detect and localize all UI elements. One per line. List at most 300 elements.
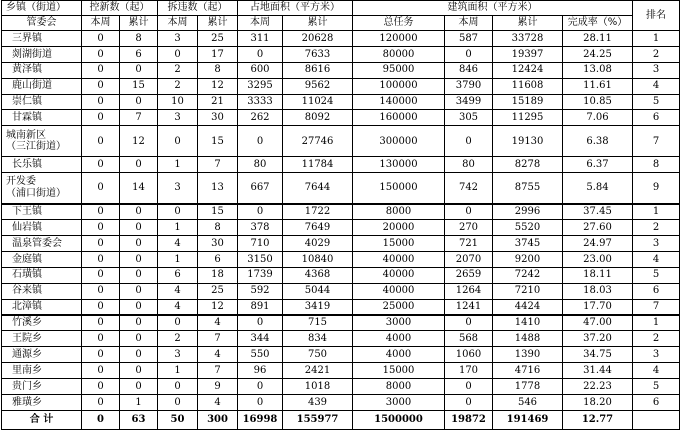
region-name-cell (2, 251, 82, 267)
table-row (2, 379, 680, 395)
region-name-cell (2, 394, 82, 410)
cq-total-cell: 30 (198, 110, 238, 126)
jz-total-cell: 4716 (493, 363, 563, 379)
jz-total-cell: 7242 (493, 267, 563, 283)
kx-week-cell: 0 (82, 299, 120, 315)
cq-week-cell: 1 (158, 220, 198, 236)
jz-week-cell: 587 (445, 31, 493, 47)
rank-cell: 6 (633, 283, 680, 299)
rank-cell: 2 (633, 46, 680, 62)
region-name-cell (2, 299, 82, 315)
jz-total-cell: 4424 (493, 299, 563, 315)
total-rate: 12.77 (563, 410, 633, 429)
total-rank (633, 410, 680, 429)
jz-total-cell: 11295 (493, 110, 563, 126)
cq-week-cell: 1 (158, 157, 198, 173)
kx-total-header: 累计 (120, 16, 158, 31)
kx-total-cell: 0 (120, 220, 158, 236)
rate-cell: 27.60 (563, 220, 633, 236)
region-name: 竹溪乡 (12, 317, 42, 329)
task-cell: 40000 (353, 251, 445, 267)
rate-cell: 18.11 (563, 267, 633, 283)
zd-total-cell: 20628 (283, 31, 353, 47)
task-cell: 40000 (353, 283, 445, 299)
kx-week-cell: 0 (82, 94, 120, 110)
jz-week-cell: 2070 (445, 251, 493, 267)
zd-week-cell: 262 (238, 110, 283, 126)
rank-cell: 1 (633, 31, 680, 47)
task-cell: 150000 (353, 173, 445, 204)
cq-total-cell: 15 (198, 204, 238, 220)
kx-total-cell: 0 (120, 299, 158, 315)
jz-total-cell: 12424 (493, 62, 563, 78)
total-jz-week: 19872 (445, 410, 493, 429)
task-cell: 100000 (353, 78, 445, 94)
table-row (2, 394, 680, 410)
zd-week-cell: 0 (238, 379, 283, 395)
jz-week-cell: 0 (445, 315, 493, 331)
kx-total-cell: 0 (120, 379, 158, 395)
zd-week-cell: 1739 (238, 267, 283, 283)
rate-cell: 37.45 (563, 204, 633, 220)
kx-total-cell: 15 (120, 78, 158, 94)
cq-total-cell: 4 (198, 347, 238, 363)
cq-week-cell: 0 (158, 204, 198, 220)
zd-total-cell: 9562 (283, 78, 353, 94)
jz-week-cell: 80 (445, 157, 493, 173)
zd-total-cell: 7649 (283, 220, 353, 236)
task-cell: 3000 (353, 394, 445, 410)
kx-total-cell: 0 (120, 267, 158, 283)
jz-total-cell: 9200 (493, 251, 563, 267)
kx-total-cell: 0 (120, 331, 158, 347)
jz-week-cell: 170 (445, 363, 493, 379)
cq-week-cell: 3 (158, 173, 198, 204)
task-cell: 80000 (353, 46, 445, 62)
rank-cell: 3 (633, 347, 680, 363)
zd-total-cell: 11024 (283, 94, 353, 110)
jz-week-cell: 0 (445, 394, 493, 410)
jz-total-cell: 1390 (493, 347, 563, 363)
region-name: 北漳镇 (12, 301, 42, 313)
kx-week-cell: 0 (82, 220, 120, 236)
region-name-cell (2, 157, 82, 173)
region-name-cell (2, 315, 82, 331)
rank-cell: 5 (633, 379, 680, 395)
zd-week-cell: 378 (238, 220, 283, 236)
task-cell: 4000 (353, 331, 445, 347)
table-row (2, 347, 680, 363)
zd-week-cell: 891 (238, 299, 283, 315)
cq-week-cell: 4 (158, 283, 198, 299)
jz-week-cell: 742 (445, 173, 493, 204)
zd-total-cell: 7633 (283, 46, 353, 62)
task-header: 总任务 (353, 16, 445, 31)
rate-cell: 37.20 (563, 331, 633, 347)
table-header (2, 1, 680, 31)
cq-week-cell: 0 (158, 394, 198, 410)
task-cell: 40000 (353, 267, 445, 283)
task-cell: 300000 (353, 126, 445, 157)
kx-week-cell: 0 (82, 347, 120, 363)
kx-total-cell: 0 (120, 236, 158, 252)
task-cell: 15000 (353, 236, 445, 252)
cq-total-cell: 15 (198, 126, 238, 157)
table-row (2, 267, 680, 283)
kx-week-cell: 0 (82, 157, 120, 173)
rate-cell: 28.11 (563, 31, 633, 47)
region-name-line2: （浦口街道） (6, 187, 66, 199)
jz-week-cell: 3499 (445, 94, 493, 110)
region-name: 下王镇 (12, 206, 42, 218)
kx-week-cell: 0 (82, 363, 120, 379)
region-name: 甘霖镇 (12, 112, 42, 124)
rank-cell: 6 (633, 394, 680, 410)
rank-cell: 2 (633, 331, 680, 347)
table-row (2, 94, 680, 110)
jz-total-cell: 1778 (493, 379, 563, 395)
jz-week-cell: 721 (445, 236, 493, 252)
region-name: 三界镇 (12, 32, 42, 44)
table-row (2, 110, 680, 126)
kx-week-cell: 0 (82, 78, 120, 94)
region-name-cell (2, 62, 82, 78)
rate-cell: 5.84 (563, 173, 633, 204)
cq-total-cell: 8 (198, 62, 238, 78)
jz-total-cell: 8278 (493, 157, 563, 173)
region-name: 王院乡 (12, 333, 42, 345)
rank-cell: 6 (633, 110, 680, 126)
table-row (2, 78, 680, 94)
cq-total-cell: 25 (198, 31, 238, 47)
table-row (2, 236, 680, 252)
cq-total-cell: 30 (198, 236, 238, 252)
jz-week-cell: 0 (445, 46, 493, 62)
zd-total-cell: 715 (283, 315, 353, 331)
jz-total-cell: 7210 (493, 283, 563, 299)
jz-total-header: 累计 (493, 16, 563, 31)
region-name-cell (2, 267, 82, 283)
jz-week-cell: 846 (445, 62, 493, 78)
region-name: 开发委 (6, 176, 36, 188)
rate-cell: 18.03 (563, 283, 633, 299)
zd-week-cell: 344 (238, 331, 283, 347)
kx-week-header: 本周 (82, 16, 120, 31)
rate-cell: 18.20 (563, 394, 633, 410)
cq-total-cell: 7 (198, 157, 238, 173)
table-row (2, 251, 680, 267)
cq-week-cell: 3 (158, 347, 198, 363)
jz-total-cell: 11608 (493, 78, 563, 94)
cq-week-cell: 6 (158, 267, 198, 283)
rank-cell: 2 (633, 220, 680, 236)
kx-total-cell: 8 (120, 31, 158, 47)
kx-total-cell: 0 (120, 363, 158, 379)
demolition-statistics-table (1, 0, 680, 430)
zd-week-cell: 0 (238, 394, 283, 410)
cq-total-cell: 13 (198, 173, 238, 204)
total-kx-total: 63 (120, 410, 158, 429)
region-name: 长乐镇 (12, 159, 42, 171)
table-row (2, 204, 680, 220)
zd-total-cell: 1018 (283, 379, 353, 395)
rate-cell: 6.37 (563, 157, 633, 173)
zd-total-cell: 7644 (283, 173, 353, 204)
total-zd-total: 155977 (283, 410, 353, 429)
region-header: 乡镇（街道） (2, 1, 82, 16)
region-name: 城南新区 (6, 129, 46, 141)
jz-week-cell: 0 (445, 204, 493, 220)
cq-week-cell: 1 (158, 363, 198, 379)
region-name-cell (2, 110, 82, 126)
zd-week-cell: 710 (238, 236, 283, 252)
zd-week-cell: 3150 (238, 251, 283, 267)
cq-total-cell: 7 (198, 331, 238, 347)
rank-header: 排名 (633, 1, 680, 31)
zd-total-cell: 8092 (283, 110, 353, 126)
cq-week-header: 本周 (158, 16, 198, 31)
task-cell: 3000 (353, 315, 445, 331)
jz-week-cell: 3790 (445, 78, 493, 94)
cq-week-cell: 3 (158, 110, 198, 126)
region-name: 谷来镇 (12, 285, 42, 297)
total-cq-week: 50 (158, 410, 198, 429)
zd-week-cell: 667 (238, 173, 283, 204)
total-row (2, 410, 680, 429)
cq-total-cell: 8 (198, 220, 238, 236)
table-row (2, 46, 680, 62)
rate-cell: 23.00 (563, 251, 633, 267)
region-name-line2: （三江街道） (6, 141, 66, 153)
rank-cell: 5 (633, 94, 680, 110)
cq-week-cell: 4 (158, 299, 198, 315)
table-row (2, 31, 680, 47)
region-name: 仙岩镇 (12, 221, 42, 233)
task-cell: 25000 (353, 299, 445, 315)
cq-week-cell: 2 (158, 78, 198, 94)
table-body (2, 31, 680, 411)
cq-week-cell: 0 (158, 315, 198, 331)
jz-total-cell: 2996 (493, 204, 563, 220)
cq-total-cell: 25 (198, 283, 238, 299)
kx-week-cell: 0 (82, 251, 120, 267)
zd-total-cell: 10840 (283, 251, 353, 267)
cq-total-cell: 4 (198, 394, 238, 410)
zd-total-cell: 4368 (283, 267, 353, 283)
cq-total-cell: 12 (198, 299, 238, 315)
jz-total-cell: 1410 (493, 315, 563, 331)
cq-week-cell: 2 (158, 62, 198, 78)
rank-cell: 5 (633, 267, 680, 283)
kx-week-cell: 0 (82, 173, 120, 204)
zd-week-cell: 0 (238, 204, 283, 220)
region-name-cell (2, 31, 82, 47)
zd-total-cell: 439 (283, 394, 353, 410)
kx-total-cell: 0 (120, 315, 158, 331)
region-name-cell (2, 94, 82, 110)
jz-total-cell: 8755 (493, 173, 563, 204)
zd-week-cell: 592 (238, 283, 283, 299)
task-cell: 20000 (353, 220, 445, 236)
table-row (2, 126, 680, 157)
region-name: 黄泽镇 (12, 64, 42, 76)
kx-week-cell: 0 (82, 62, 120, 78)
cq-total-cell: 9 (198, 379, 238, 395)
cq-total-cell: 12 (198, 78, 238, 94)
rate-cell: 24.97 (563, 236, 633, 252)
kx-total-cell: 12 (120, 126, 158, 157)
kx-week-cell: 0 (82, 394, 120, 410)
kx-week-cell: 0 (82, 236, 120, 252)
kx-total-cell: 0 (120, 157, 158, 173)
rate-cell: 22.23 (563, 379, 633, 395)
jz-week-cell: 1060 (445, 347, 493, 363)
rate-cell: 34.75 (563, 347, 633, 363)
region-name-cell (2, 173, 82, 204)
jz-week-cell: 270 (445, 220, 493, 236)
jz-week-cell: 1241 (445, 299, 493, 315)
rank-cell: 4 (633, 363, 680, 379)
region-name-cell (2, 236, 82, 252)
table-row (2, 299, 680, 315)
jz-total-cell: 5520 (493, 220, 563, 236)
region-name: 通源乡 (12, 348, 42, 360)
jianzhu-header: 建筑面积（平方米） (353, 1, 633, 16)
table-row (2, 331, 680, 347)
kx-total-cell: 1 (120, 394, 158, 410)
rate-cell: 31.44 (563, 363, 633, 379)
region-name-cell (2, 379, 82, 395)
jz-total-cell: 3745 (493, 236, 563, 252)
kx-week-cell: 0 (82, 267, 120, 283)
rank-cell: 8 (633, 157, 680, 173)
region-name-cell (2, 347, 82, 363)
kx-week-cell: 0 (82, 331, 120, 347)
rank-cell: 3 (633, 62, 680, 78)
jz-total-cell: 546 (493, 394, 563, 410)
cq-week-cell: 3 (158, 31, 198, 47)
region-name: 石璜镇 (12, 269, 42, 281)
task-cell: 130000 (353, 157, 445, 173)
rank-cell: 1 (633, 204, 680, 220)
kx-total-cell: 0 (120, 62, 158, 78)
rate-cell: 24.25 (563, 46, 633, 62)
kx-total-cell: 0 (120, 204, 158, 220)
task-cell: 4000 (353, 347, 445, 363)
jz-week-header: 本周 (445, 16, 493, 31)
kongxin-header: 控新数（起） (82, 1, 158, 16)
zd-week-header: 本周 (238, 16, 283, 31)
zd-total-header: 累计 (283, 16, 353, 31)
kx-total-cell: 0 (120, 251, 158, 267)
region-name-cell (2, 78, 82, 94)
table-row (2, 315, 680, 331)
kx-week-cell: 0 (82, 46, 120, 62)
cq-week-cell: 0 (158, 126, 198, 157)
rank-cell: 9 (633, 173, 680, 204)
total-label: 合 计 (2, 410, 82, 429)
zd-total-cell: 834 (283, 331, 353, 347)
jz-week-cell: 568 (445, 331, 493, 347)
kx-week-cell: 0 (82, 315, 120, 331)
region-name-cell (2, 363, 82, 379)
cq-week-cell: 1 (158, 251, 198, 267)
cq-week-cell: 0 (158, 46, 198, 62)
cq-total-cell: 4 (198, 315, 238, 331)
table-row (2, 62, 680, 78)
task-cell: 8000 (353, 379, 445, 395)
kx-week-cell: 0 (82, 283, 120, 299)
zd-week-cell: 3333 (238, 94, 283, 110)
zd-week-cell: 0 (238, 46, 283, 62)
region-name: 温泉管委会 (12, 237, 62, 249)
cq-total-header: 累计 (198, 16, 238, 31)
table-row (2, 220, 680, 236)
region-name-cell (2, 204, 82, 220)
zd-total-cell: 5044 (283, 283, 353, 299)
zd-total-cell: 27746 (283, 126, 353, 157)
region-name: 雅璜乡 (12, 396, 42, 408)
kx-week-cell: 0 (82, 204, 120, 220)
region-name-cell (2, 220, 82, 236)
table-row (2, 283, 680, 299)
region-name: 崇仁镇 (12, 96, 42, 108)
kx-week-cell: 0 (82, 31, 120, 47)
zd-week-cell: 96 (238, 363, 283, 379)
jz-total-cell: 1488 (493, 331, 563, 347)
kx-total-cell: 0 (120, 347, 158, 363)
cq-total-cell: 6 (198, 251, 238, 267)
zd-week-cell: 600 (238, 62, 283, 78)
kx-total-cell: 14 (120, 173, 158, 204)
jz-week-cell: 0 (445, 126, 493, 157)
cq-week-cell: 2 (158, 331, 198, 347)
jz-total-cell: 19130 (493, 126, 563, 157)
rate-cell: 17.70 (563, 299, 633, 315)
kx-week-cell: 0 (82, 379, 120, 395)
table-footer (2, 410, 680, 429)
rate-cell: 10.85 (563, 94, 633, 110)
region-name: 金庭镇 (12, 253, 42, 265)
cq-total-cell: 7 (198, 363, 238, 379)
jz-total-cell: 33728 (493, 31, 563, 47)
table-row (2, 157, 680, 173)
zd-total-cell: 2421 (283, 363, 353, 379)
cq-total-cell: 18 (198, 267, 238, 283)
region-name-cell (2, 283, 82, 299)
rank-cell: 7 (633, 299, 680, 315)
zd-week-cell: 550 (238, 347, 283, 363)
zd-week-cell: 3295 (238, 78, 283, 94)
region-name-cell (2, 46, 82, 62)
rate-header: 完成率（%） (563, 16, 633, 31)
zd-total-cell: 3419 (283, 299, 353, 315)
region-name: 里南乡 (12, 364, 42, 376)
cq-total-cell: 21 (198, 94, 238, 110)
region-name: 剡湖街道 (12, 48, 52, 60)
task-cell: 15000 (353, 363, 445, 379)
cq-week-cell: 4 (158, 236, 198, 252)
rank-cell: 4 (633, 78, 680, 94)
zd-week-cell: 0 (238, 126, 283, 157)
total-zd-week: 16998 (238, 410, 283, 429)
zd-total-cell: 8616 (283, 62, 353, 78)
region-name: 贵门乡 (12, 380, 42, 392)
region-name: 鹿山街道 (12, 80, 52, 92)
jz-week-cell: 1264 (445, 283, 493, 299)
region-name-cell (2, 331, 82, 347)
kx-total-cell: 7 (120, 110, 158, 126)
